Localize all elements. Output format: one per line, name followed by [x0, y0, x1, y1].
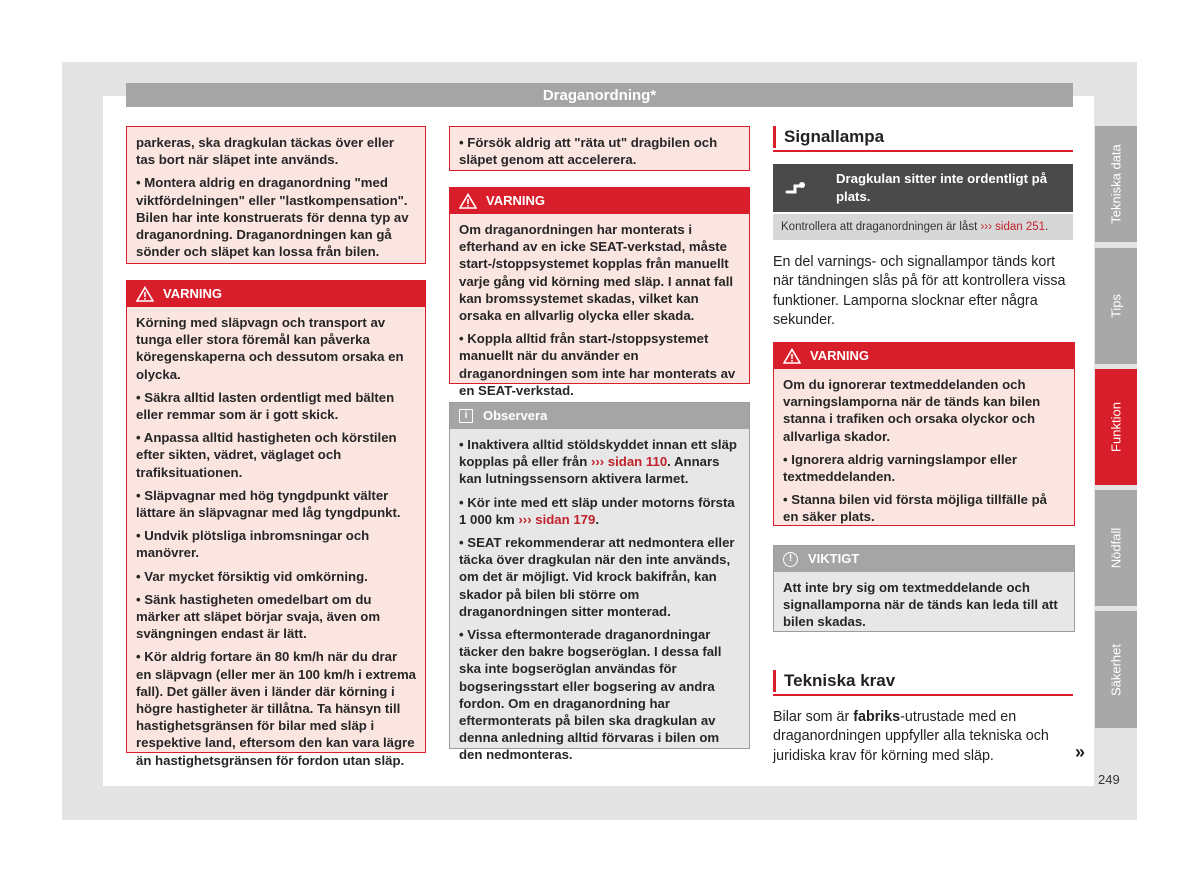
warning-label: VARNING	[486, 193, 545, 208]
note-bullet: • Kör inte med ett släp under motorns första 1 000 km ››› sidan 179.	[459, 494, 735, 527]
signal-intro-text: En del varnings- och signallampor tänds kort när tändningen slås på för att kontrollera vissa funktioner. Lamporna slocknar efter några sekunder.	[773, 254, 1066, 329]
warning-label: VARNING	[810, 348, 869, 363]
note-label: Observera	[483, 408, 548, 423]
warning-bullet: • Kör aldrig fortare än 80 km/h när du drar en släpvagn (eller mer än 100 km/h i extrema fall). Det gäller även i länder där körning i högre hastigheter är tillåtna. Ta hänsyn till hastighetsgränsen för bilar med släp i respektive land, eftersom den kan vara lägre än hastighetsgränsen för fordon utan släp.	[136, 649, 417, 768]
info-icon: i	[459, 409, 473, 423]
page-reference-link[interactable]: ››› sidan 179	[518, 511, 596, 527]
continued-warning-box-2	[449, 126, 750, 171]
warning-text: Körning med släpvagn och transport av tunga eller stora föremål kan påverka köregenskaperna och dessutom orsaka en olycka.	[136, 315, 404, 382]
side-tab-tekniska-data[interactable]: Tekniska data	[1095, 126, 1137, 242]
section-title-signallampa: Signallampa	[773, 126, 1073, 148]
tekniska-krav-text: Bilar som är fabriks-utrustade med en draganordningen uppfyller alla tekniska och juridiska krav för körning med släp.	[773, 709, 1049, 764]
signal-lamp-box	[773, 164, 1073, 212]
warning-box-signals	[773, 342, 1075, 526]
warning-text: Om draganordningen har monterats i efterhand av en icke SEAT-verkstad, måste start-/stoppsystemet kopplas från manuellt varje gång vid körning med släp. I annat fall kan bromssystemet skadas, vilket kan orsaka en allvarlig olycka eller skada.	[459, 222, 734, 324]
bullet-text: • Försök aldrig att "räta ut" dragbilen och släpet genom att accelerera.	[459, 135, 718, 168]
continued-text: parkeras, ska dragkulan täckas över eller tas bort när släpet inte används.	[136, 135, 395, 168]
important-box	[773, 545, 1075, 632]
warning-triangle-icon	[459, 193, 477, 209]
tow-hitch-lamp-icon	[773, 164, 821, 212]
important-label: VIKTIGT	[808, 551, 860, 566]
warning-bullet: • Stanna bilen vid första möjliga tillfälle på en säker plats.	[783, 492, 1048, 525]
warning-bullet: • Ignorera aldrig varningslampor eller textmeddelanden.	[783, 451, 1018, 485]
warning-bullet: • Koppla alltid från start-/stoppsystemet manuellt när du använder en draganordningen som inte har monterats av en SEAT-verkstad.	[459, 331, 736, 398]
bullet-text: • Montera aldrig en draganordning "med viktfördelningen" eller "lastkompensation". Bilen har inte konstruerats för denna typ av draganordning. Draganordningen kan gå sönder och släpet kan lossa från bilen.	[136, 175, 409, 260]
warning-header	[450, 188, 749, 214]
note-bullet: • Inaktivera alltid stöldskyddet innan ett släp kopplas på eller från ››› sidan 110. Annars kan lutningssensorn aktivera larmet.	[459, 437, 737, 487]
page-reference-link[interactable]: ››› sidan 251	[980, 221, 1046, 233]
note-box	[449, 402, 750, 763]
important-header	[774, 546, 1074, 572]
continue-arrow-icon: »	[1075, 742, 1086, 762]
note-header	[450, 403, 749, 429]
side-tab-tips[interactable]: Tips	[1095, 248, 1137, 364]
section-title-tekniska-krav: Tekniska krav	[773, 670, 1073, 692]
chapter-header: Draganordning*	[126, 83, 1073, 107]
section-rule	[773, 694, 1073, 696]
side-tab-sakerhet[interactable]: Säkerhet	[1095, 611, 1137, 728]
page-reference-link[interactable]: ››› sidan 110	[590, 454, 668, 470]
warning-header	[774, 343, 1074, 369]
side-tab-funktion[interactable]: Funktion	[1095, 369, 1137, 485]
section-rule	[773, 150, 1073, 152]
warning-box-towing	[126, 280, 426, 768]
warning-bullet: • Släpvagnar med hög tyngdpunkt välter lättare än släpvagnar med låg tyngdpunkt.	[136, 487, 401, 521]
lamp-title: Dragkulan sitter inte ordentligt på plats.	[836, 171, 1048, 204]
important-text: Att inte bry sig om textmeddelande och signallamporna när de tänds kan leda till att bilen skadas.	[783, 580, 1058, 630]
warning-bullet: • Sänk hastigheten omedelbart om du märker att släpet börjar svaja, även om svängningen endast är lätt.	[136, 591, 381, 642]
side-tab-nodfall[interactable]: Nödfall	[1095, 490, 1137, 606]
page-number: 249	[1098, 772, 1120, 787]
note-bullet: • Vissa eftermonterade draganordningar täcker den bakre bogseröglan. I dessa fall ska inte bogseröglan användas för bogseringsstart eller bogsering av andra fordon. Om en draganordning har eftermonterats på bilen ska dragkulan av denna anledning alltid förvaras i bilen om den nedmonteras.	[459, 627, 722, 763]
warning-header	[127, 281, 425, 307]
warning-box-start-stop	[449, 187, 750, 398]
warning-bullet: • Undvik plötsliga inbromsningar och manövrer.	[136, 528, 370, 561]
exclamation-icon: !	[783, 552, 798, 567]
warning-bullet: • Anpassa alltid hastigheten och körstilen efter sikten, vädret, väglaget och trafiksituationen.	[136, 430, 397, 480]
warning-triangle-icon	[783, 348, 801, 364]
warning-text: Om du ignorerar textmeddelanden och varningslamporna när de tänds kan bilen stanna i trafiken och orsaka olyckor och allvarliga skador.	[783, 377, 1041, 444]
warning-bullet: • Säkra alltid lasten ordentligt med bälten eller remmar som är i gott skick.	[136, 389, 395, 423]
warning-bullet: • Var mycket försiktig vid omkörning.	[136, 568, 368, 584]
warning-label: VARNING	[163, 286, 222, 301]
lamp-instruction: Kontrollera att draganordningen är låst ››› sidan 251.	[773, 214, 1073, 240]
continued-warning-box	[126, 126, 426, 264]
note-bullet: • SEAT rekommenderar att nedmontera eller täcka över dragkulan när den inte används, om det är möjligt. Vid krock bakifrån, kan skador på bilen bli större om draganordningen sitter monterad.	[459, 535, 735, 619]
warning-triangle-icon	[136, 286, 154, 302]
